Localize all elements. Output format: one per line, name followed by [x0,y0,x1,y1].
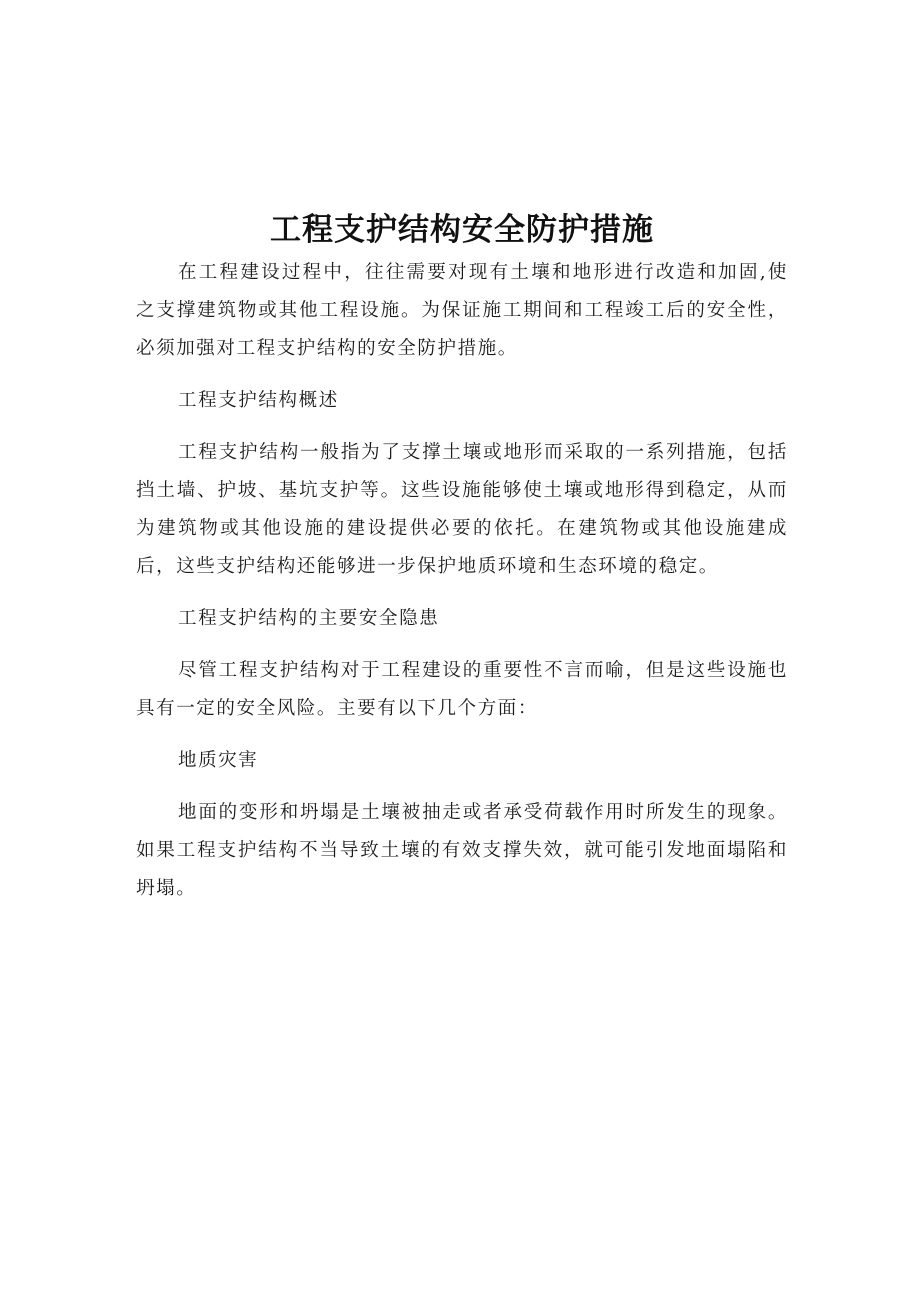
document-title: 工程支护结构安全防护措施 [270,212,654,248]
intro-paragraph: 在工程建设过程中，往往需要对现有土壤和地形进行改造和加固,使之支撑建筑物或其他工程设施。为保证施工期间和工程竣工后的安全性，必须加强对工程支护结构的安全防护措施。 [136,262,788,359]
spacer [136,420,788,434]
section-body-overview: 工程支护结构一般指为了支撑土壤或地形而采取的一系列措施，包括挡土墙、护坡、基坑支护等。这些设施能够使土壤或地形得到稳定，从而为建筑物或其他设施的建设提供必要的依托。在建筑物或其他设施建成后，这些支护结构还能够进一步保护地质环境和生态环境的稳定。 [136,442,788,577]
spacer [136,586,788,600]
section-body-geological: 地面的变形和坍塌是土壤被抽走或者承受荷载作用时所发生的现象。如果工程支护结构不当导致土壤的有效支撑失效，就可能引发地面塌陷和坍塌。 [136,802,788,899]
spacer [136,728,788,742]
spacer [136,368,788,382]
section-heading-hazards: 工程支护结构的主要安全隐患 [178,608,440,629]
section-body-hazards: 尽管工程支护结构对于工程建设的重要性不言而喻，但是这些设施也具有一定的安全风险。主要有以下几个方面： [136,660,788,719]
spacer [136,638,788,652]
spacer [136,780,788,794]
document-page [136,208,788,908]
section-heading-geological: 地质灾害 [178,750,259,771]
section-heading-overview: 工程支护结构概述 [178,390,339,411]
